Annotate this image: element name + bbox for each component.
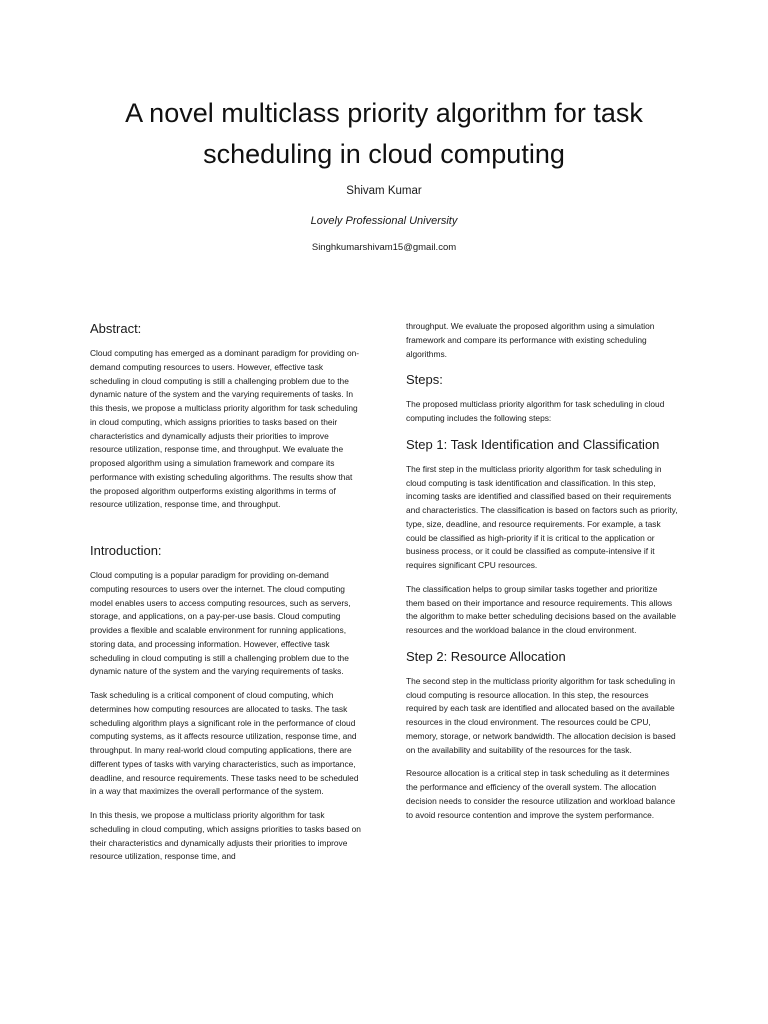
steps-heading: Steps: bbox=[406, 372, 443, 388]
abstract-heading: Abstract: bbox=[90, 321, 142, 336]
step2-paragraph-2: Resource allocation is a critical step in task scheduling as it determines the performance and efficiency of the overall system. The allocation decision needs to consider the resource utilization and workload balance to avoid resource contention and improve the system performance. bbox=[406, 768, 676, 820]
author-email: Singhkumarshivam15@gmail.com bbox=[311, 242, 457, 253]
step2-paragraph-1: The second step in the multiclass priority algorithm for task scheduling in cloud computing is resource allocation. In this step, the resources required by each task are identified and allocated based on the available resources in the cloud environment. The resources could be CPU, memory, storage, or network bandwidth. The allocation decision is based on the availability and suitability of the resources for the task. bbox=[406, 675, 676, 755]
introduction-heading: Introduction: bbox=[90, 543, 162, 558]
title-line-1: A novel multiclass priority algorithm for task bbox=[125, 98, 643, 128]
intro-paragraph-2: Task scheduling is a critical component of cloud computing, which determines how computing resources are allocated to tasks. The task scheduling algorithm plays a significant role in the performance of cloud computing systems, as it affects resource utilization, response time, and throughput. In many real-world cloud computing applications, there are different types of tasks with varying characteristics, such as importance, deadline, and resource requirements. These tasks need to be scheduled in a way that maximizes the overall performance of the system. bbox=[90, 690, 359, 797]
title-line-2: scheduling in cloud computing bbox=[203, 139, 565, 169]
intro-paragraph-3: In this thesis, we propose a multiclass priority algorithm for task scheduling in cloud computing, which assigns priorities to tasks based on their characteristics and dynamically adjusts their priorities to improve resource utilization, response time, and bbox=[90, 810, 361, 862]
right-column bbox=[406, 320, 678, 832]
author-name: Shivam Kumar bbox=[346, 185, 422, 197]
step1-paragraph-1: The first step in the multiclass priority algorithm for task scheduling in cloud computing is task identification and classification. In this step, incoming tasks are identified and classified based on their requirements and characteristics. The classification is based on factors such as priority, type, size, deadline, and resource requirements. For example, a task could be classified as high-priority if it is critical to the application or business process, or it could be classified as compute-intensive if it requires significant CPU resources. bbox=[406, 463, 678, 570]
abstract-text: Cloud computing has emerged as a dominant paradigm for providing on-demand computing resources to users. However, effective task scheduling in cloud computing is still a challenging problem due to the dynamic nature of the system and the varying requirements of tasks. In this thesis, we propose a multiclass priority algorithm for task scheduling in cloud computing, which assigns priorities to tasks based on their characteristics and dynamically adjusts their priorities to improve resource utilization, response time, and throughput. We evaluate the proposed algorithm using a simulation framework and compare its performance with existing scheduling algorithms. The results show that the proposed algorithm outperforms existing algorithms in terms of resource utilization, response time, and throughput. bbox=[90, 348, 360, 510]
author-affiliation: Lovely Professional University bbox=[310, 215, 458, 227]
steps-intro: The proposed multiclass priority algorithm for task scheduling in cloud computing includes the following steps: bbox=[406, 399, 665, 423]
step1-heading: Step 1: Task Identification and Classification bbox=[406, 436, 660, 452]
step1-paragraph-2: The classification helps to group similar tasks together and prioritize them based on their importance and resource requirements. This allows the algorithm to make better scheduling decisions based on the available resources and the workload balance in the cloud environment. bbox=[406, 583, 677, 635]
left-column bbox=[90, 320, 362, 874]
paper-title bbox=[60, 93, 708, 175]
intro-paragraph-1: Cloud computing is a popular paradigm for providing on-demand computing resources to users over the internet. The cloud computing model enables users to access computing resources, such as servers, storage, and applications, on a pay-per-use basis. Cloud computing provides a flexible and scalable environment for running applications, storing data, and processing information. However, effective task scheduling in cloud computing is still a challenging problem due to the dynamic nature of the system and the varying requirements of tasks. bbox=[90, 570, 351, 677]
step2-heading: Step 2: Resource Allocation bbox=[406, 648, 566, 664]
intro-paragraph-3-continued: throughput. We evaluate the proposed algorithm using a simulation framework and compare its performance with existing scheduling algorithms. bbox=[406, 321, 655, 359]
